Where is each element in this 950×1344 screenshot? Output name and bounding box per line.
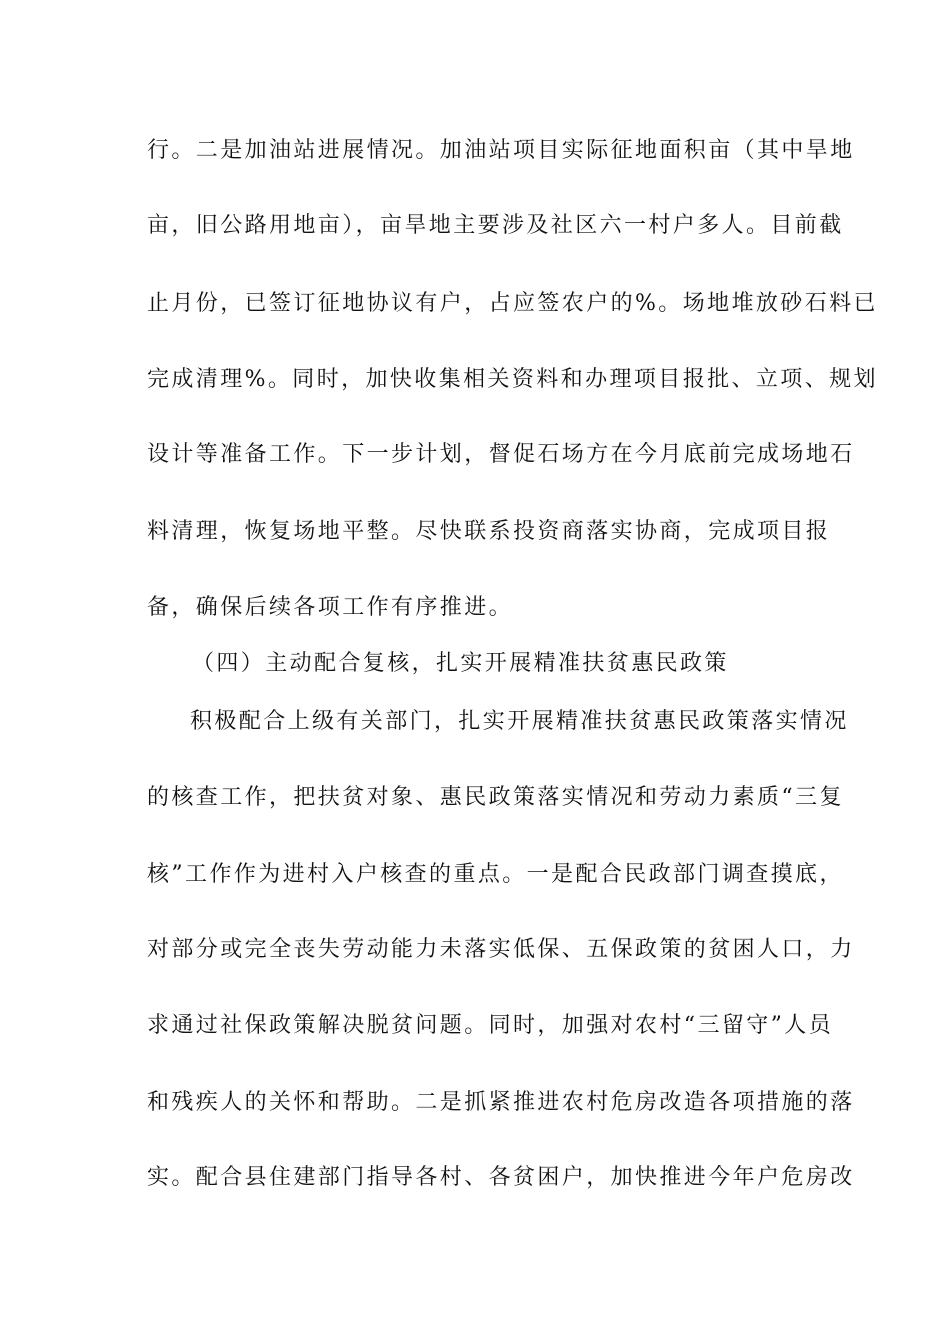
paragraph-line: 核”工作作为进村入户核查的重点。一是配合民政部门调查摸底， (147, 862, 844, 887)
paragraph-line: 行。二是加油站进展情况。加油站项目实际征地面积亩（其中旱地 (147, 138, 855, 163)
paragraph-line: 备，确保后续各项工作有序推进。 (147, 595, 514, 620)
paragraph-line: 对部分或完全丧失劳动能力未落实低保、五保政策的贫困人口，力 (147, 937, 855, 962)
paragraph-line: 完成清理%。同时，加快收集相关资料和办理项目报批、立项、规划 (147, 367, 878, 392)
paragraph-line: 料清理，恢复场地平整。尽快联系投资商落实协商，完成项目报 (147, 519, 831, 544)
paragraph-line: 亩，旧公路用地亩），亩旱地主要涉及社区六一村户多人。目前截 (147, 213, 844, 238)
paragraph-line: 求通过社保政策解决脱贫问题。同时，加强对农村“三留守”人员 (147, 1013, 834, 1038)
paragraph-line: 设计等准备工作。下一步计划，督促石场方在今月底前完成场地石 (147, 442, 855, 467)
paragraph-line: 实。配合县住建部门指导各村、各贫困户，加快推进今年户危房改 (147, 1165, 855, 1190)
paragraph-line: 和残疾人的关怀和帮助。二是抓紧推进农村危房改造各项措施的落 (147, 1090, 855, 1115)
paragraph-line: 积极配合上级有关部门，扎实开展精准扶贫惠民政策落实情况 (190, 709, 849, 734)
paragraph-line: 止月份，已签订征地协议有户，占应签农户的%。场地堆放砂石料已 (147, 291, 878, 316)
paragraph-line: 的核查工作，把扶贫对象、惠民政策落实情况和劳动力素质“三复 (147, 785, 844, 810)
section-heading: （四）主动配合复核，扎实开展精准扶贫惠民政策 (192, 651, 729, 676)
